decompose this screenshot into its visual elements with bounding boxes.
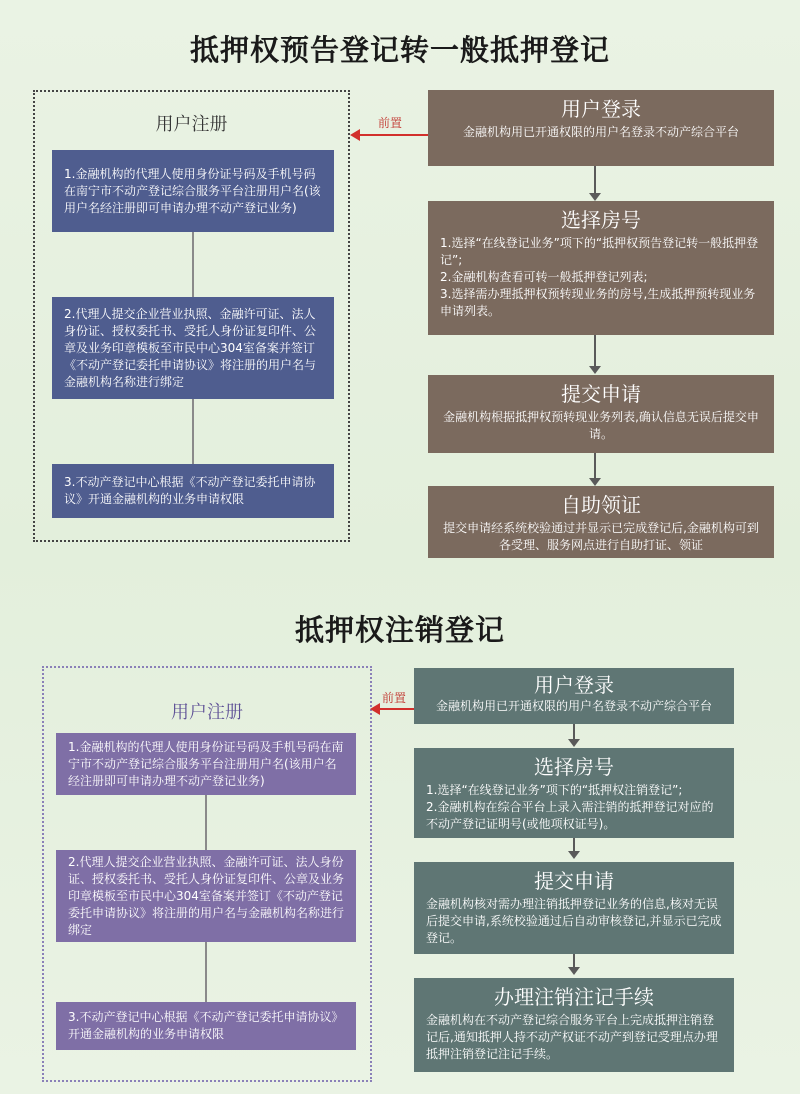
section1-flow-connector-2 bbox=[594, 335, 596, 367]
section2-flow-login-body: 金融机构用已开通权限的用户名登录不动产综合平台 bbox=[435, 699, 712, 713]
section2-flow-submit bbox=[414, 862, 734, 954]
section1-flow-arrow-2-icon bbox=[589, 366, 601, 374]
section2-flow-cancel-body: 金融机构在不动产登记综合服务平台上完成抵押注销登记后,通知抵押人持不动产权证不动产到登记受理点办理抵押注销登记注记手续。 bbox=[426, 1013, 718, 1061]
section2-flow-connector-3 bbox=[573, 954, 575, 968]
section1-flow-login-title: 用户登录 bbox=[561, 97, 641, 121]
section2-prereq-arrow-icon bbox=[370, 703, 380, 715]
section2-reg-connector-1 bbox=[205, 795, 207, 850]
section1-prereq-arrow-icon bbox=[350, 129, 360, 141]
section2-reg-step-2: 2.代理人提交企业营业执照、金融许可证、法人身份证、授权委托书、受托人身份证复印件、公章及业务印章模板至市民中心304室备案并签订《不动产登记委托申请协议》将注册的用户名与金融机构名称进行绑定 bbox=[56, 850, 356, 942]
section1-prereq-line bbox=[360, 134, 428, 136]
section1-flow-login-body: 金融机构用已开通权限的用户名登录不动产综合平台 bbox=[462, 125, 739, 139]
section1-flow-collect bbox=[428, 486, 774, 558]
section2-prereq-line bbox=[379, 708, 414, 710]
section1-flow-submit-title: 提交申请 bbox=[561, 382, 641, 406]
section2-flow-cancel bbox=[414, 978, 734, 1072]
section2-flow-login-title: 用户登录 bbox=[534, 673, 614, 697]
section1-flow-select-title: 选择房号 bbox=[561, 208, 641, 232]
section1-title: 抵押权预告登记转一般抵押登记 bbox=[189, 33, 610, 67]
section1-flow-select bbox=[428, 201, 774, 335]
section2-flow-arrow-1-icon bbox=[568, 739, 580, 747]
section1-reg-step-2: 2.代理人提交企业营业执照、金融许可证、法人身份证、授权委托书、受托人身份证复印件、公章及业务印章模板至市民中心304室备案并签订《不动产登记委托申请协议》将注册的用户名与金融机构名称进行绑定 bbox=[52, 297, 334, 399]
section2-flow-select-body: 1.选择“在线登记业务”项下的“抵押权注销登记”; 2.金融机构在综合平台上录入需注销的抵押登记对应的不动产登记证明号(或他项权证号)。 bbox=[426, 783, 714, 831]
section2-flow-select-title: 选择房号 bbox=[534, 755, 614, 779]
section2-reg-step-3: 3.不动产登记中心根据《不动产登记委托申请协议》开通金融机构的业务申请权限 bbox=[56, 1002, 356, 1050]
section1-flow-connector-3 bbox=[594, 453, 596, 479]
section2-flow-cancel-title: 办理注销注记手续 bbox=[494, 985, 654, 1009]
section1-flow-collect-body: 提交申请经系统校验通过并显示已完成登记后,金融机构可到各受理、服务网点进行自助打证、领证 bbox=[443, 521, 759, 552]
section1-registration-title: 用户注册 bbox=[155, 114, 228, 135]
section1-reg-connector-1 bbox=[192, 232, 194, 297]
section1-flow-connector-1 bbox=[594, 166, 596, 194]
section2-flow-submit-title: 提交申请 bbox=[534, 869, 614, 893]
section2-flow-login bbox=[414, 668, 734, 724]
section2-title: 抵押权注销登记 bbox=[294, 613, 505, 647]
section1-flow-login bbox=[428, 90, 774, 166]
section2-flow-arrow-2-icon bbox=[568, 851, 580, 859]
section1-flow-submit-body: 金融机构根据抵押权预转现业务列表,确认信息无误后提交申请。 bbox=[443, 410, 759, 441]
section1-flow-submit bbox=[428, 375, 774, 453]
section2-flow-submit-body: 金融机构核对需办理注销抵押登记业务的信息,核对无误后提交申请,系统校验通过后自动审核登记,并显示已完成登记。 bbox=[426, 897, 722, 945]
section1-reg-step-1: 1.金融机构的代理人使用身份证号码及手机号码在南宁市不动产登记综合服务平台注册用户名(该用户名经注册即可申请办理不动产登记业务) bbox=[52, 150, 334, 232]
section2-registration-title: 用户注册 bbox=[171, 702, 243, 723]
section1-flow-arrow-1-icon bbox=[589, 193, 601, 201]
section1-flow-collect-title: 自助领证 bbox=[561, 493, 641, 517]
section2-flow-select bbox=[414, 748, 734, 838]
section1-flow-select-body: 1.选择“在线登记业务”项下的“抵押权预告登记转一般抵押登记”; 2.金融机构查看可转一般抵押登记列表; 3.选择需办理抵押权预转现业务的房号,生成抵押预转现业务申请列表。 bbox=[440, 236, 759, 318]
section2-prereq-label: 前置 bbox=[382, 691, 407, 705]
section2-flow-connector-1 bbox=[573, 724, 575, 740]
section2-reg-connector-2 bbox=[205, 942, 207, 1002]
section2-reg-step-1: 1.金融机构的代理人使用身份证号码及手机号码在南宁市不动产登记综合服务平台注册用户名(该用户名经注册即可申请办理不动产登记业务) bbox=[56, 733, 356, 795]
section1-reg-connector-2 bbox=[192, 399, 194, 464]
section1-reg-step-3: 3.不动产登记中心根据《不动产登记委托申请协议》开通金融机构的业务申请权限 bbox=[52, 464, 334, 518]
section1-prereq-label: 前置 bbox=[378, 116, 403, 130]
section2-flow-connector-2 bbox=[573, 838, 575, 852]
section1-flow-arrow-3-icon bbox=[589, 478, 601, 486]
section2-flow-arrow-3-icon bbox=[568, 967, 580, 975]
